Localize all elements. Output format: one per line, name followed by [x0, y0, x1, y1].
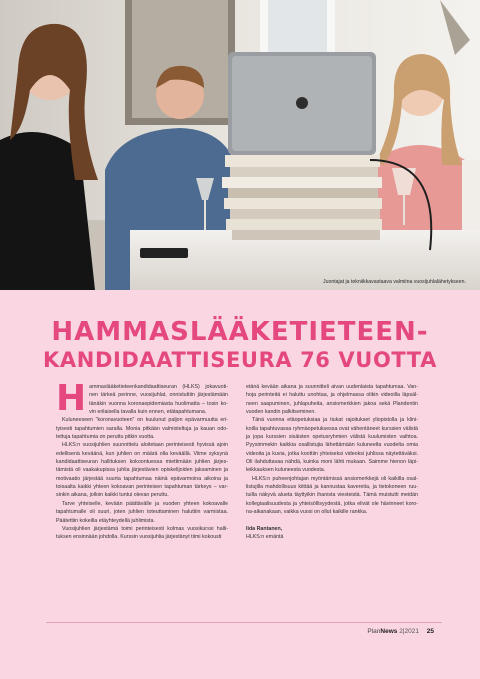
paragraph: Tänä vuonna etäopetuksiaa ja tiukat rajoitukset yliopistolla ja klini-koilla tapahtuvassa ryhmäopetuksessa ovat vähentäneet kurssien välistä ja jopa kurssien sisäisten opetusryhmien välistä kuulumisten vaihtoa. Pyysimmekin kaikkia osallistujia lähettämään kuluneelta vuodelta omia videoita ja kuvia, jotka koottiin yhteiseksi videoksi juhlissa näytettäväksi. Oli ilahduttavaa nähdä, kuinka moni lähti mukaan. Saimme hienon läpi-leikkauksen kuluneesta vuodesta.: [246, 417, 418, 474]
paragraph: HLKS:n vuosijuhlien suunnittelu aloitetaan perinteisesti hyvissä ajoin edellisenä keväänä, kun juhlien on määrä olla keväällä. Viime syksynä kandidaattiseuran hallituksen kokoontuessa miettimään juhlien järjes-tämistä oli vaakakupissa juhlia järjestävien opiskelijoiden jaksaminen ja motivaatio järjestää suurta tapahtumaa näinä epävarmoina aikoina ja toisaalta kaikki yhteen kokoavan perinteisen tapahtuman tärkeys – var-sinkin aikana, jolloin kaikki tuntui olevan peruttu.: [56, 442, 228, 499]
page-number: 25: [426, 628, 434, 635]
signature: [246, 525, 418, 542]
headline-line-1: HAMMASLÄÄKETIETEEN-: [51, 317, 429, 347]
paragraph: Vuosijuhlien järjestämä toimi perinteisesti kolmas vuosikurssi halli-tuksen ensinnään johdolla. Kurssin vuosijuhlia järjestänyt tiimi kokousti: [56, 525, 228, 541]
article-column-1: [56, 378, 228, 542]
issue-number: 2|2021: [399, 628, 419, 635]
magazine-brand: [367, 628, 397, 635]
paragraph: HLKS:n puheenjohtajan myöntämissä ansiomerkkejä oli kaikilla osal-listujilla mahdollisuus kiittää ja kannustaa kavereita, ja tietokoneen ruu-tuilla näkyvä alueta täyttyikin ihanista viesteistä. Tämä muistutti meidän kollegiaalisuudesta ja yhteisöllisyydestä, jotka elivät ole hävinneet koro-na-aikanakaan, vaikka vuosi on ollut kaikille rankka.: [246, 475, 418, 516]
drop-cap: H: [56, 378, 87, 419]
brand-prefix: Plan: [367, 628, 381, 635]
photo-caption: Juontajat ja tekniikkavastaava valmiina vuosijuhlalähetykseen.: [322, 279, 466, 285]
headline-line-2: KANDIDAATTISEURA 76 VUOTTA: [43, 348, 437, 372]
paragraph: Kuluneeseen "koronavuoteen" on kuulunut paljon epävarmuutta eri-tyisesti tapahtumien saralla. Monia pitkään valmisteltuja ja kauan odo-tettuja tapahtumia on peruttu pitkin vuotta.: [56, 417, 228, 441]
article-column-2: [246, 383, 418, 541]
brand-bold: News: [380, 628, 398, 635]
paragraph: Tarve yhteiselle, kevään päättävälle ja vuoden yhteen kokoavalle tapahtumalle oli suuri, joten juhlien toteuttaminen haluttiin varmistaa. Päätettiin kokeilla etäyhteydellä juhlimista.: [56, 500, 228, 524]
signature-name: Iida Rantanen,: [246, 525, 283, 532]
footer-divider: [46, 622, 442, 623]
article-headline: [0, 318, 480, 374]
signature-role: HLKS:n emäntä: [246, 533, 284, 540]
paragraph: ammaslääketieteenkandidaattiseuran (HLKS) jokavuoti-nen tärkeä perinne, vuosijuhlat, onnistuttiin järjestämään tänäkin vuonna koronaepidemiasta huolimatta – tosin ko-vin erilaisella tavalla kuin ennen, etätapahtumana.: [89, 384, 228, 416]
page-footer: [367, 628, 434, 635]
hero-photo: [0, 0, 480, 290]
paragraph: etänä kevään aikana ja suunnitteli aivan uudenlaista tapahtumaa. Van-hoja perinteitä ei haluttu unohtaa, ja ohjelmassa olikin videoilla läpsäl-neen saapuminen, juhlapuheita, ansiomerkkien jakoa sekä Plandentin vuoden kandin palkitseminen.: [246, 384, 418, 416]
people-at-laptop-illustration: [0, 0, 480, 290]
